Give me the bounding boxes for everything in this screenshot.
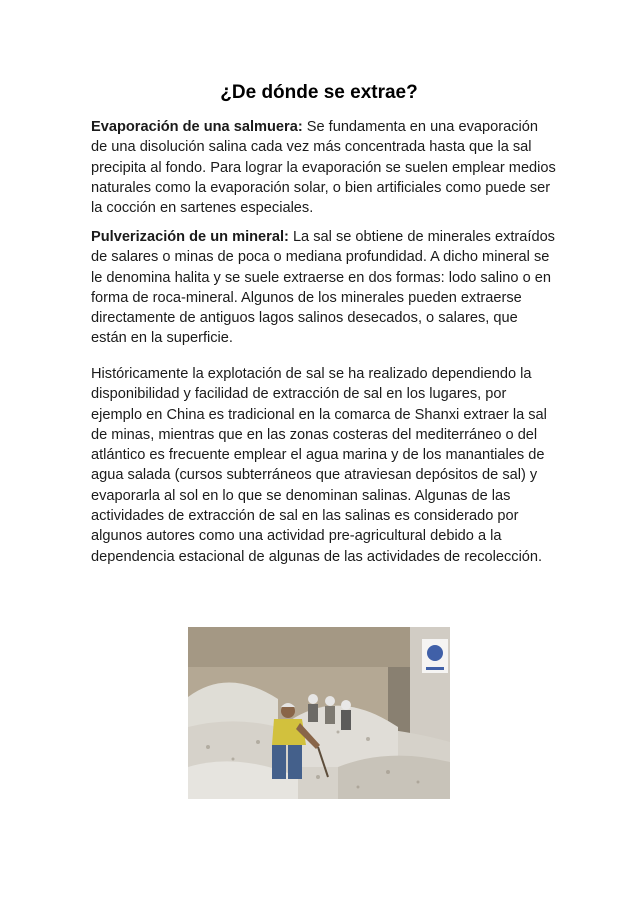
section-text: Se fundamenta en una evaporación de una disolución salina cada vez más concentrada hasta que la sal precipita al fondo. Para lograr la evaporación se suelen emplear medios naturales como la evaporación solar, o bien artificiales como puede ser la cocción en sartenes especiales. [91, 119, 556, 217]
section-text: Históricamente la explotación de sal se ha realizado dependiendo la disponibilidad y facilidad de extracción de sal en los lugares, por ejemplo en China es tradicional en la comarca de Shanxi extraer la sal de minas, mientras que en las zonas costeras del mediterráneo o del atlántico es frecuente emplear el agua marina y de los manantiales de agua salada (cursos subterráneos que atraviesan depósitos de sal) y evaporarla al sol en lo que se denominan salinas. Algunas de las actividades de extracción de sal en las salinas es considerado por algunos autores como una actividad pre-agricultural debido a la dependencia estacional de algunas de las actividades de recolección. [91, 366, 547, 565]
section-text: La sal se obtiene de minerales extraídos de salares o minas de poca o mediana profundidad. A dicho mineral se le denomina halita y se suele extraerse en dos formas: lodo salino o en forma de roca-mineral. Algunos de los minerales pueden extraerse directamente de antiguos lagos salinos desecados, o salares, que están en la superficie. [91, 229, 555, 347]
section-lead: Evaporación de una salmuera: [91, 119, 303, 135]
section-historia [91, 364, 557, 567]
salt-mine-photo [188, 627, 450, 799]
section-evaporacion [91, 117, 557, 218]
page-title: ¿De dónde se extrae? [220, 82, 418, 103]
salt-mine-workers-photo-icon [188, 627, 450, 799]
section-pulverizacion [91, 227, 557, 349]
section-lead: Pulverización de un mineral: [91, 229, 289, 245]
